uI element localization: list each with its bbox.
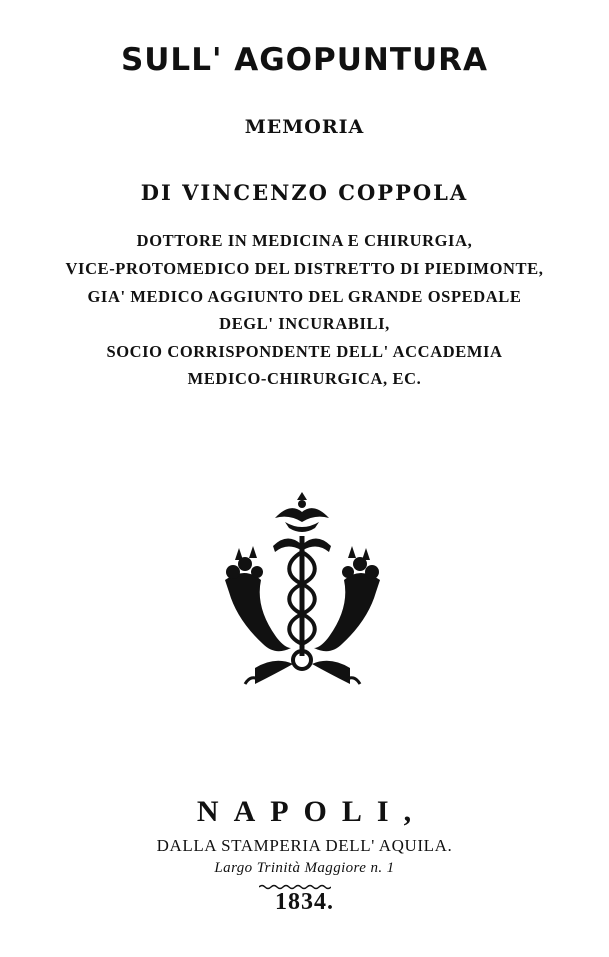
credential-line: SOCIO CORRISPONDENTE DELL' ACCADEMIA — [106, 342, 503, 361]
imprint-press: DALLA STAMPERIA DELL' AQUILA. — [156, 836, 453, 855]
book-title: SULL' AGOPUNTURA — [120, 42, 489, 78]
credential-line: DOTTORE IN MEDICINA E CHIRURGIA, — [136, 231, 473, 250]
credential-line: MEDICO-CHIRURGICA, EC. — [187, 369, 422, 388]
imprint-city: NAPOLI, — [196, 795, 427, 828]
imprint-year: 1834. — [275, 889, 334, 915]
imprint-address: Largo Trinità Maggiore n. 1 — [214, 860, 395, 876]
credential-line: DEGL' INCURABILI, — [219, 314, 390, 333]
credential-line: VICE-PROTOMEDICO DEL DISTRETTO DI PIEDIMONTE, — [65, 259, 544, 278]
credential-line: GIA' MEDICO AGGIUNTO DEL GRANDE OSPEDALE — [87, 287, 522, 306]
caduceus-cornucopia-emblem-icon — [215, 488, 390, 693]
book-subtitle: MEMORIA — [244, 116, 365, 138]
author-line: DI VINCENZO COPPOLA — [140, 180, 469, 205]
